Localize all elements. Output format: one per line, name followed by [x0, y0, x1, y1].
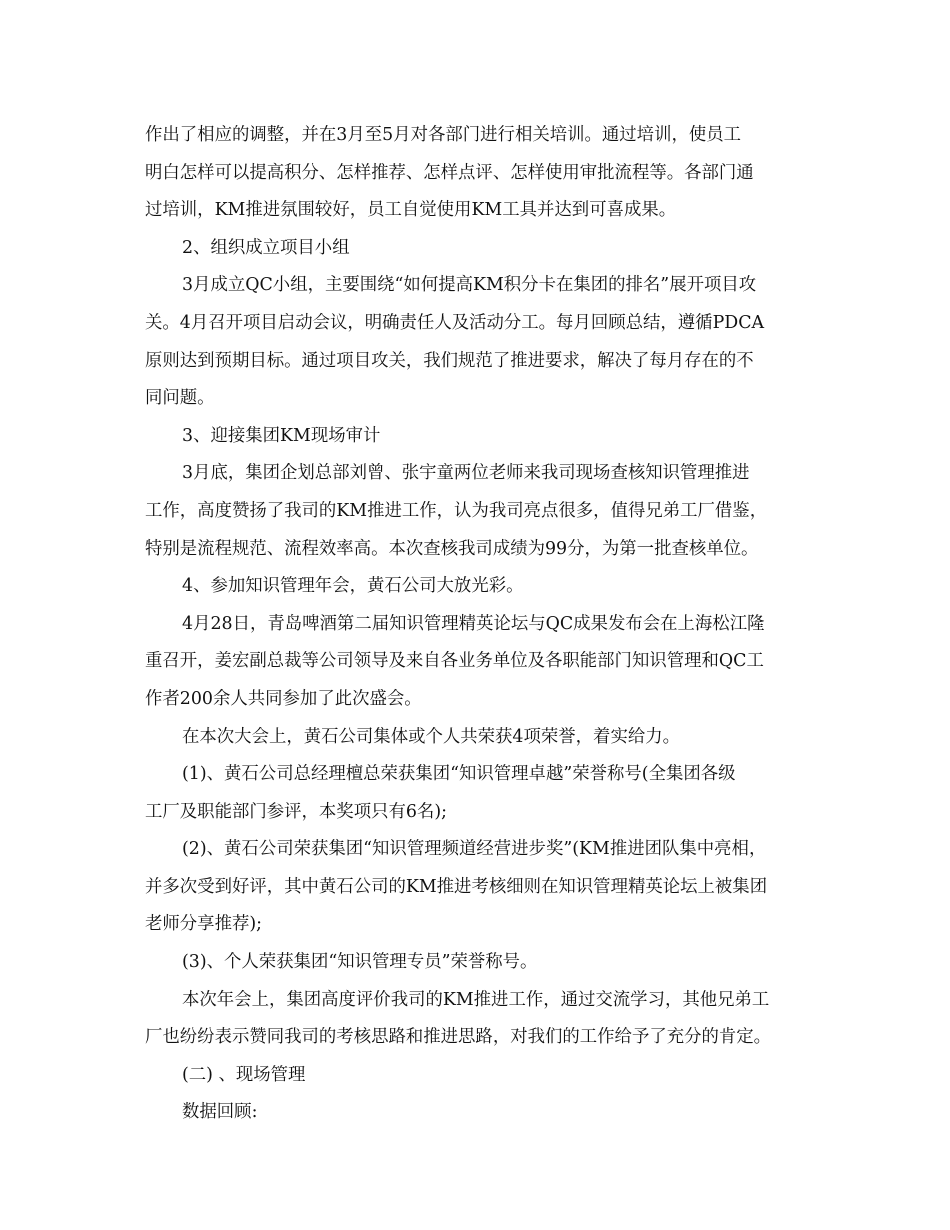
- text-line: 厂也纷纷表示赞同我司的考核思路和推进思路，对我们的工作给予了充分的肯定。: [145, 1027, 772, 1048]
- text-line: (1)、黄石公司总经理檀总荣获集团“知识管理卓越”荣誉称号(全集团各级: [182, 764, 736, 785]
- text-line: 明白怎样可以提高积分、怎样推荐、怎样点评、怎样使用审批流程等。各部门通: [145, 162, 754, 183]
- text-line: 3月底，集团企划总部刘曾、张宇童两位老师来我司现场查核知识管理推进: [182, 463, 750, 484]
- text-line: 3月成立QC小组，主要围绕“如何提高KM积分卡在集团的排名”展开项目攻: [182, 275, 757, 296]
- text-line: 2、组织成立项目小组: [182, 237, 350, 258]
- text-line: 作出了相应的调整，并在3月至5月对各部门进行相关培训。通过培训，使员工: [145, 125, 742, 145]
- text-line: 数据回顾:: [182, 1102, 258, 1123]
- text-line: 4、参加知识管理年会，黄石公司大放光彩。: [182, 576, 524, 597]
- text-line: 特别是流程规范、流程效率高。本次查核我司成绩为99分，为第一批查核单位。: [145, 538, 759, 559]
- text-line: 在本次大会上，黄石公司集体或个人共荣获4项荣誉，着实给力。: [182, 726, 681, 747]
- text-line: 4月28日，青岛啤酒第二届知识管理精英论坛与QC成果发布会在上海松江隆: [182, 613, 765, 634]
- text-line: 工作，高度赞扬了我司的KM推进工作，认为我司亮点很多，值得兄弟工厂借鉴，: [145, 500, 768, 521]
- text-line: 重召开，姜宏副总裁等公司领导及来自各业务单位及各职能部门知识管理和QC工: [145, 651, 764, 672]
- text-line: 过培训，KM推进氛围较好，员工自觉使用KM工具并达到可喜成果。: [145, 200, 677, 221]
- text-line: 3、迎接集团KM现场审计: [182, 425, 381, 446]
- text-line: 同问题。: [145, 388, 215, 409]
- text-line: (2)、黄石公司荣获集团“知识管理频道经营进步奖”(KM推进团队集中亮相，: [182, 839, 767, 860]
- document-body: [145, 117, 817, 1132]
- text-line: 工厂及职能部门参评，本奖项只有6名);: [145, 801, 447, 822]
- text-line: (3)、个人荣获集团“知识管理专员”荣誉称号。: [182, 952, 538, 973]
- text-line: 老师分享推荐);: [145, 914, 262, 935]
- text-line: 本次年会上，集团高度评价我司的KM推进工作，通过交流学习，其他兄弟工: [182, 989, 770, 1010]
- text-line: 并多次受到好评，其中黄石公司的KM推进考核细则在知识管理精英论坛上被集团: [145, 876, 768, 897]
- text-line: 原则达到预期目标。通过项目攻关，我们规范了推进要求，解决了每月存在的不: [145, 350, 754, 371]
- text-line: (二) 、现场管理: [182, 1064, 306, 1085]
- text-line: 关。4月召开项目启动会议，明确责任人及活动分工。每月回顾总结，遵循PDCA: [145, 312, 765, 333]
- text-line: 作者200余人共同参加了此次盛会。: [145, 688, 422, 709]
